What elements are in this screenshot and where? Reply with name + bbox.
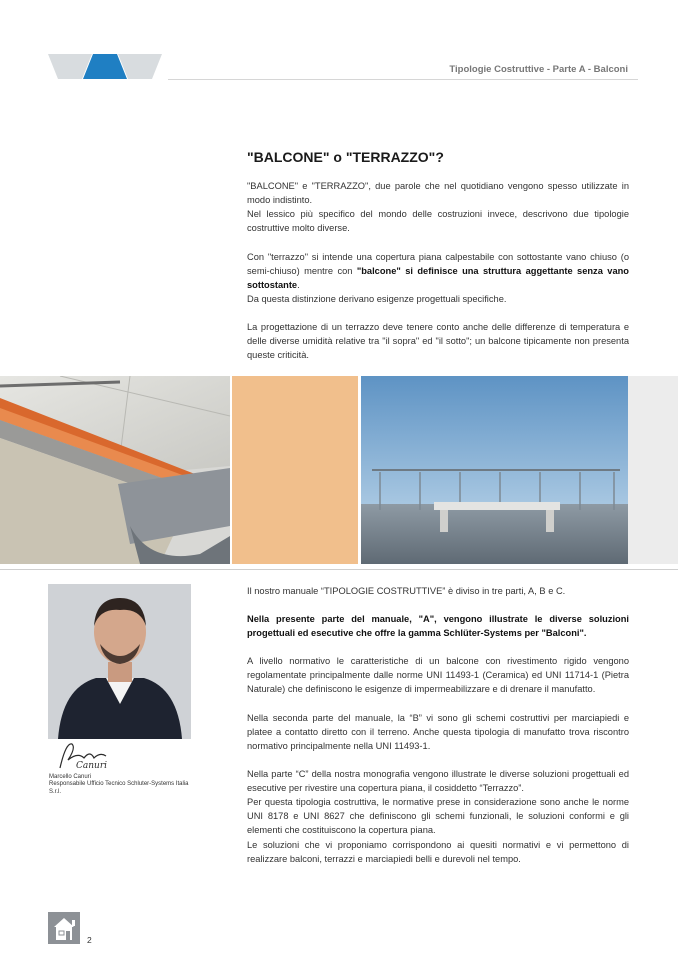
manual-paragraph: Per questa tipologia costruttiva, le normative prese in considerazione sono anche le norme UNI 8178 e UNI 8627 che definiscono gli schemi funzionali, le soluzioni conformi e gli elementi che costituiscono la copertura piana. bbox=[247, 797, 629, 836]
signature-text: Canuri bbox=[76, 761, 108, 771]
manual-paragraph: A livello normativo le caratteristiche di un balcone con rivestimento rigido vengono regolamentate principalmente dalle norme UNI 11493-1 (Ceramica) ed UNI 11714-1 (Pietra Naturale) che definiscono le esigenze di impermeabilizzare e di drenare il manufatto. bbox=[247, 656, 629, 695]
author-company: S.r.l. bbox=[49, 788, 62, 795]
header-tab-right bbox=[118, 54, 162, 79]
home-icon[interactable] bbox=[48, 912, 80, 944]
manual-paragraph: Nella parte “C” della nostra monografia vengono illustrate le diverse soluzioni progettuali ed esecutive per rivestire una copertura piana, il cosiddetto “Terrazzo”. bbox=[247, 769, 629, 794]
color-panel bbox=[232, 376, 358, 564]
article-heading: "BALCONE" o "TERRAZZO"? bbox=[247, 149, 444, 165]
author-portrait bbox=[48, 584, 191, 739]
photo-strip bbox=[0, 376, 678, 564]
section-divider bbox=[0, 569, 678, 570]
author-signature bbox=[54, 738, 116, 772]
manual-paragraph: Il nostro manuale “TIPOLOGIE COSTRUTTIVE” è diviso in tre parti, A, B e C. bbox=[247, 586, 566, 596]
page-number: 2 bbox=[87, 935, 92, 945]
author-caption bbox=[49, 774, 189, 796]
article-paragraph: La progettazione di un terrazzo deve tenere conto anche delle differenze di temperatura e delle diverse umidità relative tra "il sopra" ed "il sotto"; un balcone tipicamente non presenta queste criticità. bbox=[247, 322, 629, 361]
article-paragraph: Da questa distinzione derivano esigenze progettuali specifiche. bbox=[247, 294, 507, 304]
manual-paragraph: Le soluzioni che vi proponiamo corrispondono ai quesiti normativi e vi permettono di realizzare balconi, terrazzi e marciapiedi belli e durevoli nel tempo. bbox=[247, 840, 629, 865]
manual-paragraph-bold: Nella presente parte del manuale, "A", vengono illustrate le diverse soluzioni progettuali ed esecutive che offre la gamma Schlüter-Systems per "Balconi". bbox=[247, 614, 629, 639]
manual-paragraph: Nella seconda parte del manuale, la “B” vi sono gli schemi costruttivi per marciapiedi e platee a contatto diretto con il terreno. Anche questa tipologia di manufatto trova riscontro normativo principalmente nella UNI 11493-1. bbox=[247, 713, 629, 752]
balcony-edge-illustration bbox=[0, 376, 230, 564]
article-paragraph: Con "terrazzo" si intende una copertura piana calpestabile con sottostante vano chiuso (o semi-chiuso) mentre con "balcone" si definisce una struttura aggettante senza vano sottostante. bbox=[247, 252, 629, 291]
terrace-photo bbox=[361, 376, 678, 564]
header-title: Tipologie Costruttive - Parte A - Balconi bbox=[449, 64, 628, 75]
article-paragraph: Nel lessico più specifico del mondo delle costruzioni invece, descrivono due tipologie costruttive molto diverse. bbox=[247, 209, 629, 234]
author-role: Responsabile Ufficio Tecnico Schluter-Systems Italia bbox=[49, 781, 189, 788]
author-name: Marcello Canuri bbox=[49, 774, 92, 780]
article-paragraph: "BALCONE" e "TERRAZZO", due parole che nel quotidiano vengono spesso utilizzate in modo indistinto. bbox=[247, 181, 629, 206]
header-divider bbox=[168, 79, 638, 80]
